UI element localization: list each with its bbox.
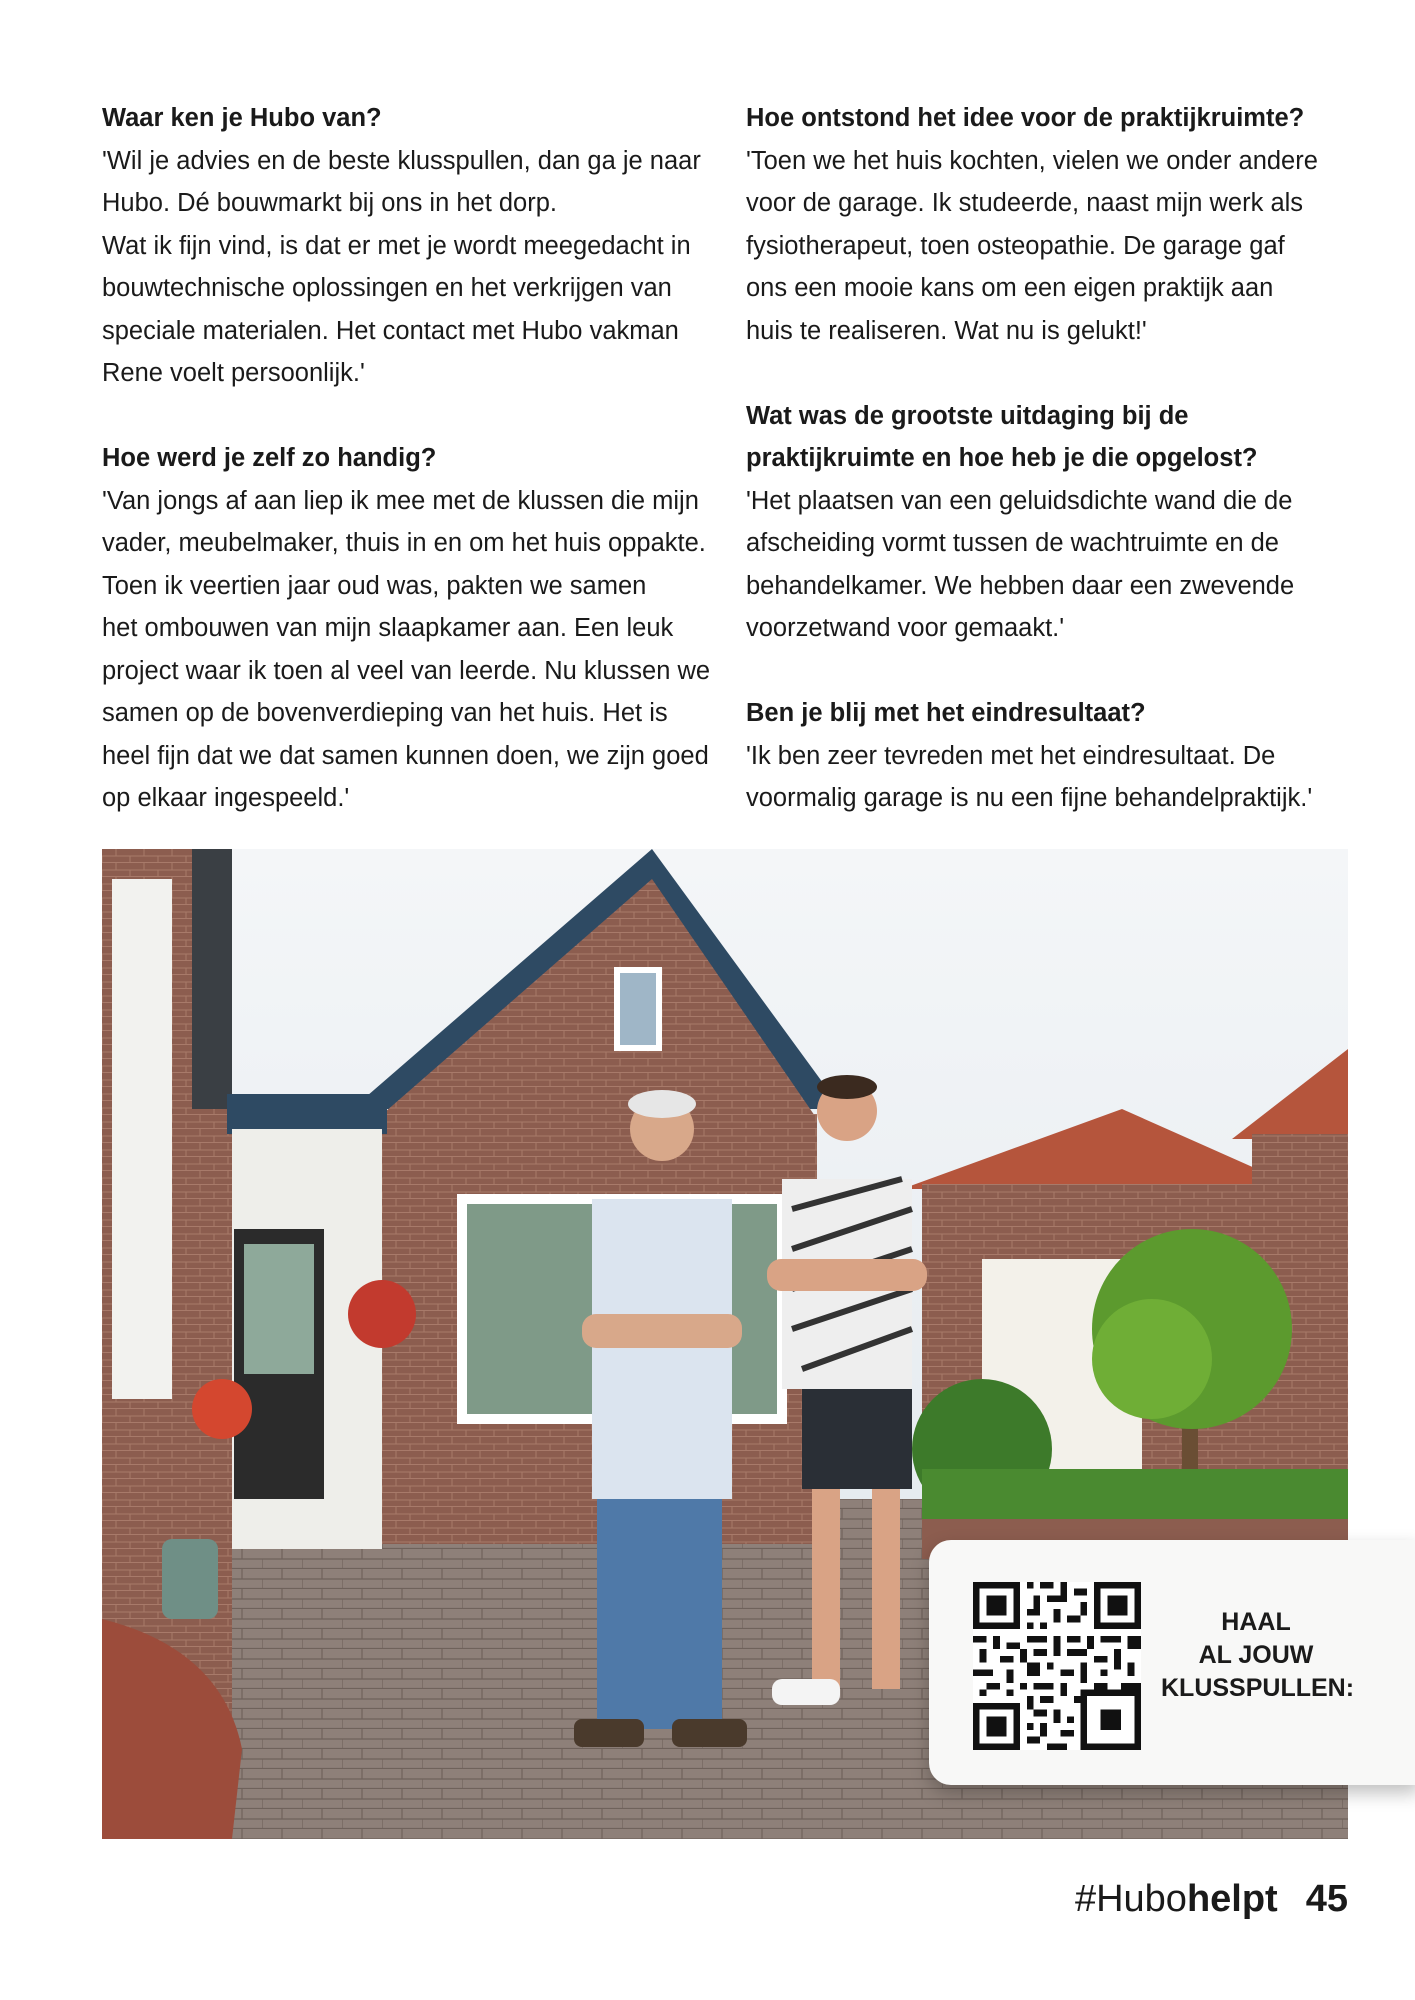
qr-text-line: AL JOUW [1198, 1641, 1314, 1669]
qa-block [746, 97, 1346, 352]
question-line: Wat was de grootste uitdaging bij de [746, 401, 1189, 430]
answer-text [746, 735, 1346, 820]
answer-text [102, 480, 722, 820]
answer-line: speciale materialen. Het contact met Hubo vakman [102, 316, 679, 345]
answer-line: huis te realiseren. Wat nu is gelukt!' [746, 316, 1147, 345]
answer-line: project waar ik toen al veel van leerde. Nu klussen we [102, 656, 711, 685]
answer-line: afscheiding vormt tussen de wachtruimte en de [746, 529, 1279, 557]
answer-text [746, 140, 1346, 353]
left-text-column [102, 97, 722, 862]
qr-call-to-action [1161, 1606, 1355, 1705]
answer-line: 'Het plaatsen van een geluidsdichte wand die de [746, 486, 1293, 515]
hashtag-prefix: #Hubo [1074, 1878, 1187, 1920]
page-footer [1075, 1878, 1348, 1921]
answer-line: Wat ik fijn vind, is dat er met je wordt meegedacht in [102, 231, 691, 260]
answer-line: 'Wil je advies en de beste klusspullen, dan ga je naar [102, 146, 701, 175]
answer-line: op elkaar ingespeeld.' [102, 784, 350, 812]
answer-text [102, 140, 722, 395]
answer-line: ons een mooie kans om een eigen praktijk aan [746, 274, 1274, 302]
question-line: praktijkruimte en hoe heb je die opgelost? [746, 444, 1258, 472]
answer-line: voorzetwand voor gemaakt.' [746, 614, 1065, 642]
answer-line: 'Toen we het huis kochten, vielen we onder andere [746, 146, 1318, 175]
qa-block [746, 692, 1346, 820]
page-number: 45 [1305, 1878, 1348, 1920]
answer-line: behandelkamer. We hebben daar een zwevende [746, 571, 1295, 600]
question-heading [746, 395, 1346, 480]
answer-line: fysiotherapeut, toen osteopathie. De garage gaf [746, 231, 1285, 260]
qa-block [746, 395, 1346, 650]
answer-line: Rene voelt persoonlijk.' [102, 359, 365, 387]
answer-line: 'Ik ben zeer tevreden met het eindresultaat. De [746, 741, 1276, 770]
hashtag-bold: helpt [1186, 1878, 1278, 1920]
answer-line: 'Van jongs af aan liep ik mee met de klussen die mijn [102, 486, 699, 515]
qa-block [102, 97, 722, 395]
question-heading: Hoe ontstond het idee voor de praktijkruimte? [746, 104, 1305, 132]
qr-card[interactable] [929, 1540, 1415, 1785]
answer-line: Toen ik veertien jaar oud was, pakten we samen [102, 571, 647, 600]
qr-code-icon[interactable] [973, 1582, 1141, 1750]
answer-line: voormalig garage is nu een fijne behandelpraktijk.' [746, 784, 1313, 812]
answer-line: vader, meubelmaker, thuis in en om het huis oppakte. [102, 529, 706, 557]
answer-line: voor de garage. Ik studeerde, naast mijn werk als [746, 189, 1304, 217]
question-heading: Ben je blij met het eindresultaat? [746, 699, 1146, 727]
qa-block [102, 437, 722, 820]
answer-line: Hubo. Dé bouwmarkt bij ons in het dorp. [102, 189, 557, 217]
right-text-column [746, 97, 1346, 862]
qr-text-line: HAAL [1221, 1608, 1291, 1636]
answer-line: heel fijn dat we dat samen kunnen doen, we zijn goed [102, 741, 709, 770]
question-heading: Hoe werd je zelf zo handig? [102, 444, 437, 472]
answer-line: bouwtechnische oplossingen en het verkrijgen van [102, 274, 672, 302]
qr-text-line: KLUSSPULLEN: [1161, 1674, 1355, 1702]
question-heading: Waar ken je Hubo van? [102, 104, 382, 132]
answer-line: het ombouwen van mijn slaapkamer aan. Een leuk [102, 614, 674, 642]
answer-text [746, 480, 1346, 650]
answer-line: samen op de bovenverdieping van het huis. Het is [102, 699, 668, 727]
